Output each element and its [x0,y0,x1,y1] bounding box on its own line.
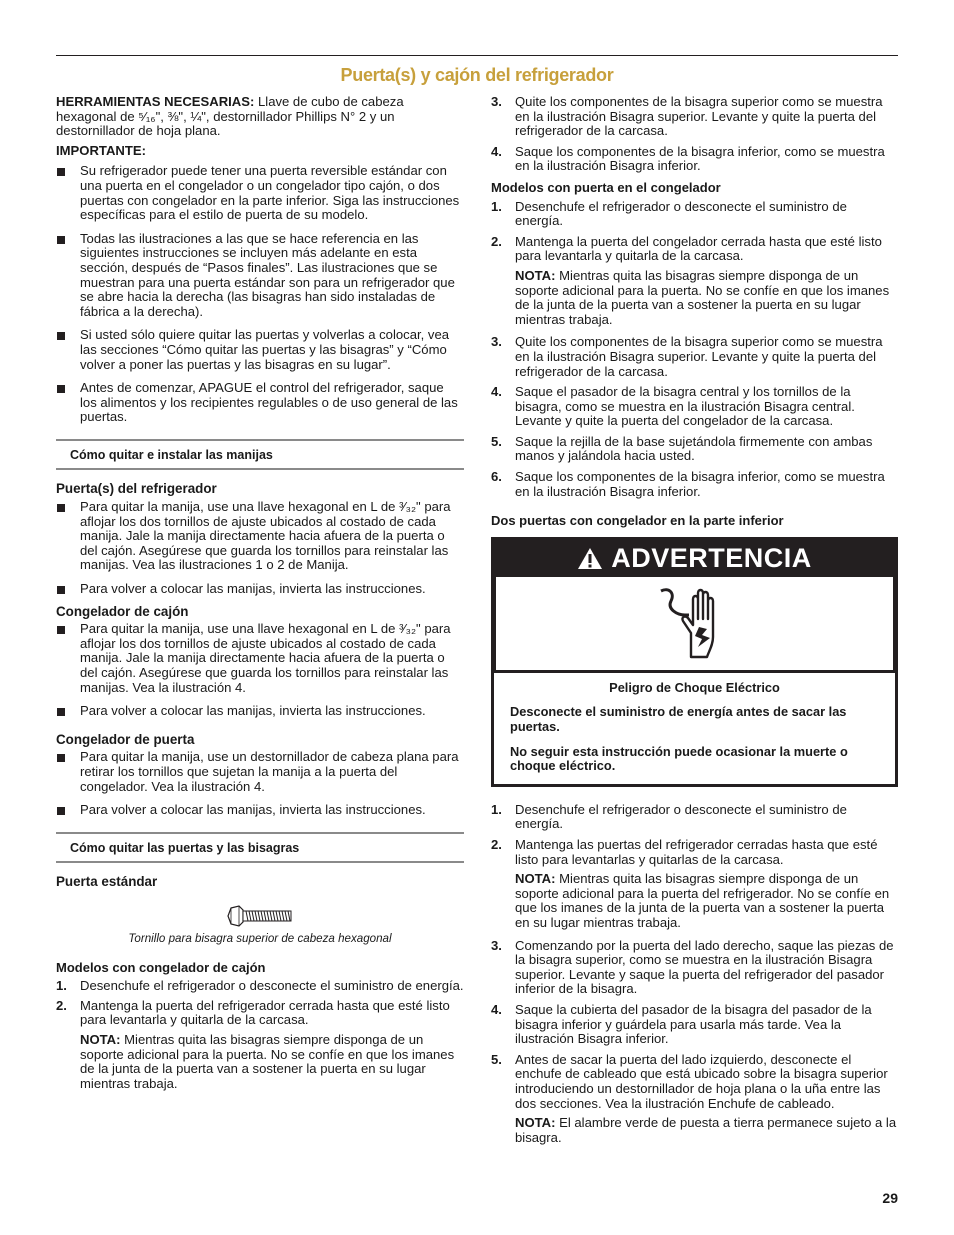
tools-label: HERRAMIENTAS NECESARIAS: [56,94,255,109]
note: NOTA: Mientras quita las bisagras siempre disponga de un soporte adicional para la puerta del refrigerador. No se confíe en que los imanes de la junta de la puerta van a sostener la puerta en su lugar mientras trabaja. [515,871,890,930]
list-item: 4. Saque los componentes de la bisagra inferior, como se muestra en la ilustración Bisagra inferior. [491,143,885,174]
important-label: IMPORTANTE: [56,142,146,158]
list-item: 1. Desenchufe el refrigerador o desconecte el suministro de energía. [491,198,847,229]
hazard-title: Peligro de Choque Eléctrico [609,679,780,695]
freezer-door-models-heading: Modelos con puerta en el congelador [491,179,721,195]
tools-paragraph [56,95,464,139]
list-item: Para quitar la manija, use una llave hexagonal en L de ³⁄₃₂" para aflojar los dos tornillos de ajuste ubicados al costado de cada manija. Jale la manija directamente hacia afuera de la puerta o del cajón. Asegúrese que guarda los tornillos para reinstalar las manijas. Vea la ilustración 4. [56,622,464,695]
list-item: 2. Mantenga la puerta del congelador cerrada hasta que esté listo para levantarla y quitarla de la carcasa. NOTA: Mientras quita las bisagras siempre disponga de un soporte adicional para la puerta. No se confíe en que los imanes de la junta de la puerta van a sostener la puerta en su lugar mientras trabaja. [491,235,898,328]
warning-illustration [494,577,895,673]
list-item: 5. Saque la rejilla de la base sujetándola firmemente con ambas manos y jalándola hacia usted. [491,433,873,464]
warning-header [494,540,895,577]
electric-shock-hand-icon [655,585,735,661]
list-item: 4. Saque el pasador de la bisagra central y los tornillos de la bisagra, como se muestra en la ilustración Bisagra central. Levante y quite la puerta del congelador de la carcasa. [491,384,855,429]
door-freezer-heading: Congelador de puerta [56,731,195,747]
subsection-bar-doors: Cómo quitar las puertas y las bisagras [56,832,464,864]
warning-triangle-icon [577,547,603,570]
right-column [491,95,898,1150]
screw-caption: Tornillo para bisagra superior de cabeza hexagonal [128,931,392,945]
section-title: Puerta(s) y cajón del refrigerador [340,65,614,85]
note: NOTA: El alambre verde de puesta a tierra permanece sujeto a la bisagra. [515,1115,897,1145]
list-item: Si usted sólo quiere quitar las puertas y volverlas a colocar, vea las secciones “Cómo quitar las puertas y las bisagras” y “Cómo volver a poner las puertas y las bisagras en su lugar”. [56,328,464,372]
warning-title: ADVERTENCIA [611,543,812,574]
list-item: 3. Quite los componentes de la bisagra superior como se muestra en la ilustración Bisagra superior. Levante y quite la puerta del refrigerador de la carcasa. [491,334,883,379]
subsection-bar-handles: Cómo quitar e instalar las manijas [56,439,464,471]
drawer-models-heading: Modelos con congelador de cajón [56,959,266,975]
drawer-freezer-heading: Congelador de cajón [56,603,189,619]
note: NOTA: Mientras quita las bisagras siempre disponga de un soporte adicional para la puerta. No se confíe en que los imanes de la junta de la puerta van a sostener la puerta en su lugar mientras trabaja. [515,267,890,327]
list-item: Para volver a colocar las manijas, invierta las instrucciones. [56,803,464,818]
left-column [56,95,464,1096]
list-item: 4. Saque la cubierta del pasador de la bisagra del pasador de la bisagra inferior y guárdela para usarla más tarde. Vea la ilustración Bisagra inferior. [491,1001,872,1047]
top-rule [56,55,898,56]
list-item: 3. Comenzando por la puerta del lado derecho, saque las piezas de la bisagra superior, como se muestra en la ilustración Bisagra superior. Levante y saque la puerta del refrigerador del pasador inferior de la bisagra. [491,937,894,997]
tools-text: Llave de cubo de cabeza hexagonal de ⁵⁄₁₆", ⅜", ¼", destornillador Phillips N° 2 y un destornillador de hoja plana. [56,94,404,139]
list-item: 6. Saque los componentes de la bisagra inferior, como se muestra en la ilustración Bisagra inferior. [491,469,885,499]
hex-screw-icon [227,904,293,928]
note: NOTA: Mientras quita las bisagras siempre disponga de un soporte adicional para la puerta. No se confíe en que los imanes de la junta de la puerta van a sostener la puerta en su lugar mientras trabaja. [80,1031,455,1091]
list-item: 5. Antes de sacar la puerta del lado izquierdo, desconecte el enchufe de cableado que está ubicado sobre la bisagra superior introduciendo un destornillador de hoja plana o la uña entre las dos secciones. Vea la ilustración Enchufe de cableado. NOTA: El alambre verde de puesta a tierra permanece sujeto a la bisagra. [491,1051,897,1145]
bottom-freezer-heading: Dos puertas con congelador en la parte inferior [491,513,784,529]
list-item: 2. Mantenga las puertas del refrigerador cerradas hasta que esté listo para levantarlas y quitarlas de la carcasa. NOTA: Mientras quita las bisagras siempre disponga de un soporte adicional para la puerta del refrigerador. No se confíe en que los imanes de la junta de la puerta van a sostener la puerta en su lugar mientras trabaja. [491,838,898,931]
list-item: Todas las ilustraciones a las que se hace referencia en las siguientes instrucciones se incluyen más adelante en esta sección, después de “Pasos finales”. Las ilustraciones que se muestran para una puerta estándar son para un refrigerador que se abre hacia la derecha (las bisagras han sido instaladas de fábrica a la derecha). [56,232,464,320]
list-item: 2. Mantenga la puerta del refrigerador cerrada hasta que esté listo para levantarla y quitarla de la carcasa. NOTA: Mientras quita las bisagras siempre disponga de un soporte adicional para la puerta. No se confíe en que los imanes de la junta de la puerta van a sostener la puerta en su lugar mientras trabaja. [56,999,464,1092]
list-item: Para volver a colocar las manijas, invierta las instrucciones. [56,582,464,597]
warning-line: No seguir esta instrucción puede ocasionar la muerte o choque eléctrico. [510,743,848,774]
warning-box [491,537,898,787]
fridge-doors-heading: Puerta(s) del refrigerador [56,481,217,497]
standard-door-heading: Puerta estándar [56,874,158,890]
page-number: 29 [882,1190,898,1206]
list-item: 1. Desenchufe el refrigerador o desconecte el suministro de energía. [491,801,847,832]
list-item: Su refrigerador puede tener una puerta reversible estándar con una puerta en el congelador o un congelador tipo cajón, o dos puertas con congelador en la parte inferior. Siga las instrucciones específicas para el estilo de puerta de su modelo. [56,164,464,222]
list-item: Para quitar la manija, use un destornillador de cabeza plana para retirar los tornillos que sujetan la manija a la puerta del congelador. Vea la ilustración 4. [56,750,464,794]
warning-body [494,673,895,784]
list-item: Para quitar la manija, use una llave hexagonal en L de ³⁄₃₂" para aflojar los dos tornillos de ajuste ubicados al costado de cada manija. Jale la manija directamente hacia afuera de la puerta o del cajón. Asegúrese que guarda los tornillos para reinstalar las manijas. Vea las ilustraciones 1 o 2 de Manija. [56,500,464,573]
list-item: Para volver a colocar las manijas, invierta las instrucciones. [56,704,464,719]
warning-line: Desconecte el suministro de energía antes de sacar las puertas. [510,704,847,735]
list-item: 3. Quite los componentes de la bisagra superior como se muestra en la ilustración Bisagra superior. Levante y quite la puerta del refrigerador de la carcasa. [491,94,883,139]
list-item: Antes de comenzar, APAGUE el control del refrigerador, saque los alimentos y los recipientes regulables o de uso general de las puertas. [56,381,464,425]
list-item: 1. Desenchufe el refrigerador o desconecte el suministro de energía. [56,978,464,994]
